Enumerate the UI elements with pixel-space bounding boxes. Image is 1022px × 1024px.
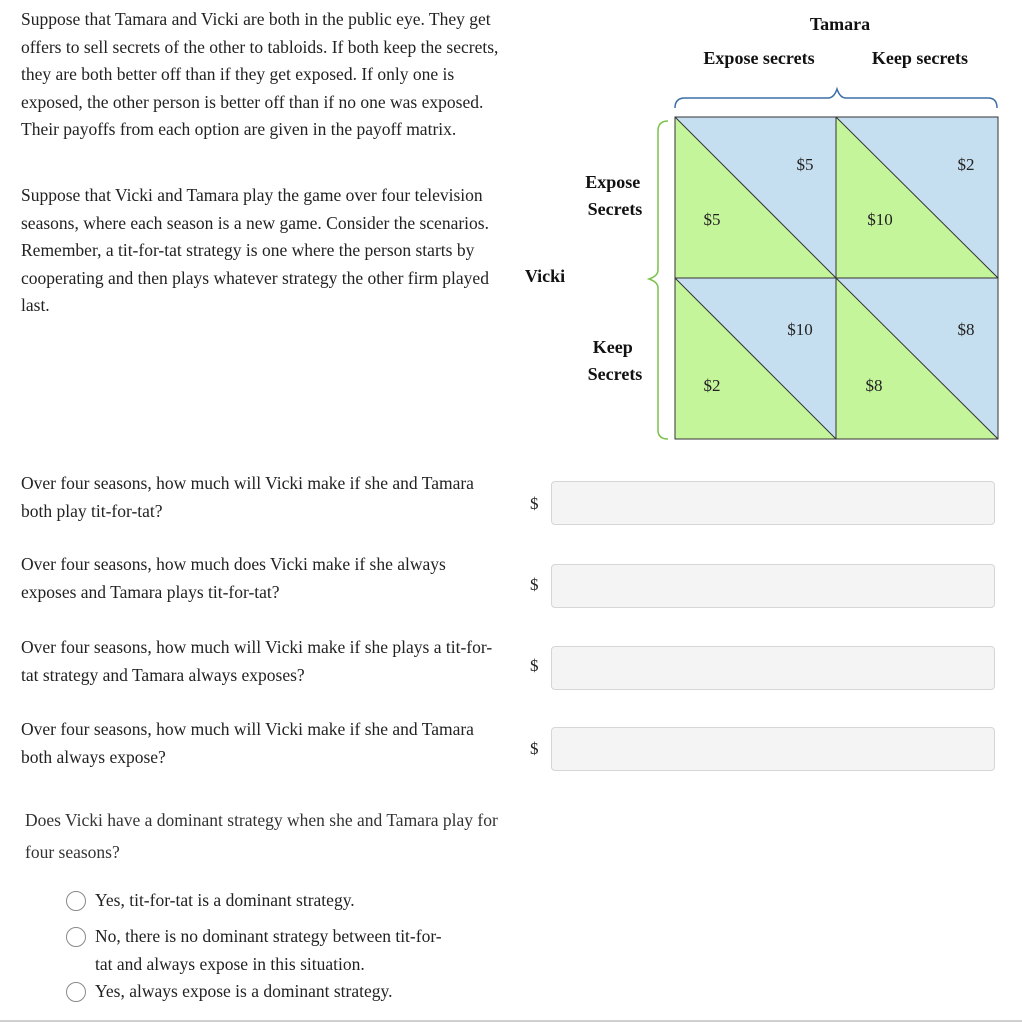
- question-3-answer-input[interactable]: [551, 646, 995, 690]
- question-4-currency: $: [530, 739, 539, 758]
- row-strategy-keep-line2: Secrets: [587, 364, 643, 384]
- row-strategy-expose: [585, 172, 645, 219]
- payoff-ek-vicki: $10: [867, 210, 893, 229]
- payoff-ke-vicki: $2: [703, 376, 721, 395]
- question-1-answer-input[interactable]: [551, 481, 995, 525]
- col-strategy-keep: Keep secrets: [871, 48, 969, 68]
- payoff-kk-tamara: $8: [957, 320, 975, 339]
- question-1-currency: $: [530, 494, 539, 513]
- row-strategy-expose-line2: Secrets: [587, 199, 643, 219]
- payoff-ee-vicki: $5: [703, 210, 721, 229]
- payoff-ee-tamara: $5: [796, 155, 814, 174]
- question-1-text: Over four seasons, how much will Vicki make if she and Tamara both play tit-for-tat?: [21, 473, 474, 521]
- payoff-ek-tamara: $2: [957, 155, 975, 174]
- question-2-currency: $: [530, 575, 539, 594]
- payoff-kk-vicki: $8: [865, 376, 883, 395]
- question-4-text: Over four seasons, how much will Vicki make if she and Tamara both always expose?: [21, 719, 474, 767]
- payoff-matrix: [515, 0, 1015, 450]
- mc-option-3-radio[interactable]: [66, 982, 86, 1002]
- column-brace: [675, 89, 997, 108]
- row-player-label: Vicki: [524, 266, 566, 286]
- mc-option-2-label: No, there is no dominant strategy between tit-for-tat and always expose in this situation.: [95, 926, 442, 974]
- row-strategy-keep: [588, 337, 643, 384]
- col-strategy-expose: Expose secrets: [703, 48, 815, 68]
- row-strategy-expose-line1: Expose: [585, 172, 641, 192]
- question-3-currency: $: [530, 656, 539, 675]
- mc-option-1-radio[interactable]: [66, 891, 86, 911]
- question-2-text: Over four seasons, how much does Vicki make if she always exposes and Tamara plays tit-for-tat?: [21, 554, 446, 602]
- col-player-label: Tamara: [809, 14, 871, 34]
- mc-option-2-radio[interactable]: [66, 927, 86, 947]
- payoff-ke-tamara: $10: [787, 320, 813, 339]
- mc-option-3-label: Yes, always expose is a dominant strategy.: [95, 981, 393, 1001]
- row-strategy-keep-line1: Keep: [592, 337, 633, 357]
- scenario-paragraph: Suppose that Vicki and Tamara play the game over four television seasons, where each season is a new game. Consider the scenarios. Remember, a tit-for-tat strategy is one where the person starts by cooperating and then plays whatever strategy the other firm played last.: [21, 185, 489, 315]
- question-3-text: Over four seasons, how much will Vicki make if she plays a tit-for-tat strategy and Tamara always exposes?: [21, 637, 493, 685]
- mc-option-2[interactable]: [66, 923, 486, 979]
- question-4-answer-input[interactable]: [551, 727, 995, 771]
- row-brace: [649, 121, 668, 439]
- question-2-answer-input[interactable]: [551, 564, 995, 608]
- bottom-divider: [0, 1020, 1022, 1022]
- intro-paragraph: Suppose that Tamara and Vicki are both in the public eye. They get offers to sell secrets of the other to tabloids. If both keep the secrets, they are both better off than if they get exposed. If only one is exposed, the other person is better off than if no one was exposed. Their payoffs from each option are given in the payoff matrix.: [21, 9, 499, 139]
- mc-question-text: Does Vicki have a dominant strategy when she and Tamara play for four seasons?: [25, 810, 498, 862]
- mc-option-1-label: Yes, tit-for-tat is a dominant strategy.: [95, 890, 355, 910]
